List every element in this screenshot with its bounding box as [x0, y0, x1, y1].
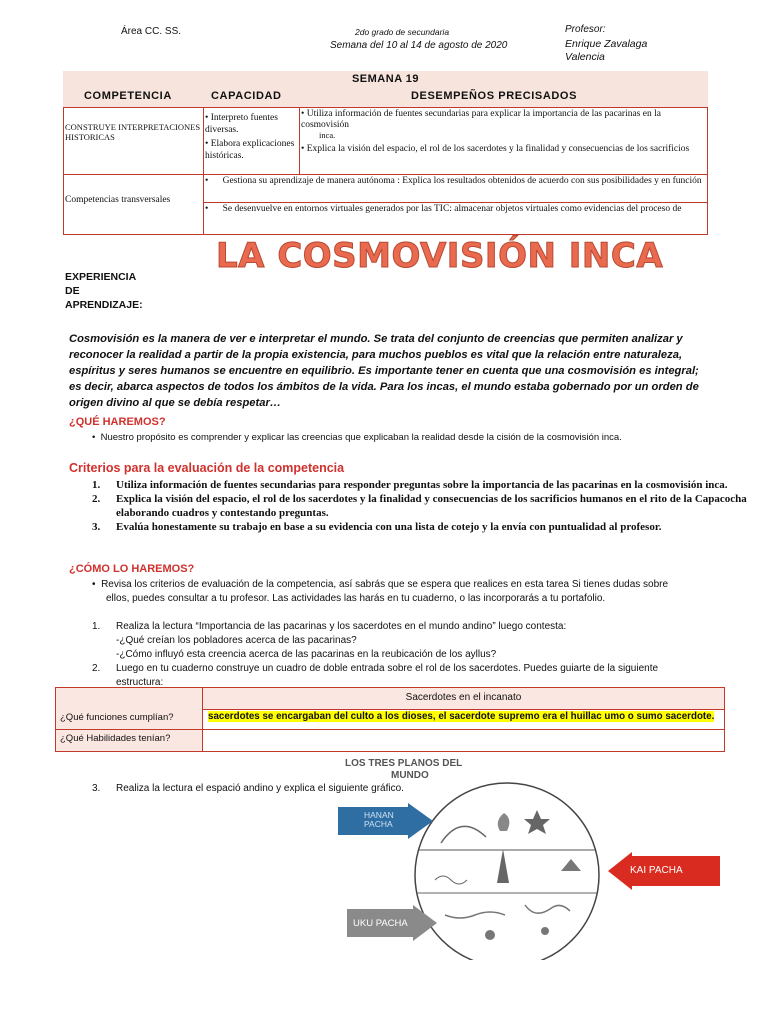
row1-desempenos: • Utiliza información de fuentes secundarias para explicar la importancia de las pacarinas en la cosmovisión inca. • Explica la visión del espacio, el rol de los sacerdotes y la finalidad y consecuencias de los sacrificios	[301, 109, 703, 154]
que-haremos-bullet: • Nuestro propósito es comprender y explicar las creencias que explicaban la realidad desde la cisión de la cosmovisión inca.	[92, 432, 622, 443]
question: -¿Cómo influyó esta creencia acerca de las pacarinas en la reubicación de los ayllus?	[116, 649, 497, 660]
main-title: LA COSMOVISIÓN INCA	[216, 236, 664, 276]
criterio-item	[92, 506, 752, 520]
criterio-text: Utiliza información de fuentes secundarias para responder preguntas sobre la importancia de las pacarinas en la cosmovisión inca.	[116, 479, 728, 491]
uku-pacha-label: UKU PACHA	[353, 918, 408, 929]
criterio-number: 1.	[92, 479, 101, 491]
step-1	[92, 620, 742, 662]
cap-item: Elabora explicaciones históricas.	[205, 139, 295, 161]
kai-pacha-label: KAI PACHA	[630, 865, 683, 876]
bullet-text: Nuestro propósito es comprender y explicar las creencias que explicaban la realidad desde la cisión de la cosmovisión inca.	[100, 432, 622, 443]
divider	[203, 729, 724, 730]
desempeno-item: Explica la visión del espacio, el rol de los sacerdotes y la finalidad y consecuencias de los sacrificios	[306, 143, 690, 154]
col-desempenos: DESEMPEÑOS PRECISADOS	[411, 90, 578, 102]
experiencia-line: DE	[65, 285, 80, 297]
criterio-number: 2.	[92, 493, 101, 505]
question: -¿Qué creían los pobladores acerca de las pacarinas?	[116, 635, 357, 646]
criterio-item	[92, 478, 752, 492]
hanan-pacha-arrow	[338, 803, 433, 839]
area-label: Área CC. SS.	[121, 26, 182, 37]
week-title: SEMANA 19	[351, 73, 420, 85]
row2-desempeno-1: • Gestiona su aprendizaje de manera autónoma : Explica los resultados obtenidos de acuerdo con sus posibilidades y en función	[205, 176, 702, 186]
col-capacidad: CAPACIDAD	[211, 90, 282, 102]
row1-value	[208, 711, 720, 727]
row2-desempeno-2: • Se desenvuelve en entornos virtuales generados por las TIC: almacenar objetos virtuales como evidencias del proceso de	[205, 204, 682, 214]
bullet-text: Revisa los criterios de evaluación de la competencia, así sabrás que se espera que realices en esta tarea Si tienes dudas sobre	[101, 579, 669, 590]
kai-pacha-arrow	[608, 852, 720, 890]
hanan-pacha-label: HANAN PACHA	[364, 810, 394, 829]
bullet-text: ellos, puedes consultar a tu profesor. Las actividades las harás en tu cuaderno, o las incorporarás a tu portafolio.	[106, 593, 606, 604]
intro-paragraph: Cosmovisión es la manera de ver e interpretar el mundo. Se trata del conjunto de creencias que permiten analizar y reconocer la realidad a partir de la propia existencia, para muchos pueblos es vital que la relación entre naturaleza, espíritus y seres humanos se encuentre en equilibrio. Es importante tener en cuenta que una cosmovisión es integral; es decir, abarca aspectos de todos los ámbitos de la vida. Para los incas, el mundo estaba gobernado por un orden de origen divino al que se debía respetar…	[69, 333, 699, 409]
row1-competencia: CONSTRUYE INTERPRETACIONES HISTORICAS	[65, 122, 201, 142]
como-haremos-bullet: • Revisa los criterios de evaluación de la competencia, así sabrás que se espera que realices en esta tarea Si tienes dudas sobre ellos, puedes consultar a tu profesor. Las actividades las harás en tu cuaderno, o las incorporarás a tu portafolio.	[92, 578, 732, 606]
cap-item: Interpreto fuentes diversas.	[205, 113, 278, 135]
criterios-heading: Criterios para la evaluación de la competencia	[69, 461, 345, 475]
sacerdotes-table	[55, 687, 725, 752]
competency-table	[63, 71, 708, 235]
uku-pacha-arrow	[347, 905, 437, 941]
figure-title: LOS TRES PLANOS DEL	[345, 758, 463, 769]
divider	[63, 174, 707, 175]
divider	[203, 107, 204, 174]
divider	[203, 174, 204, 234]
step-text: Realiza la lectura “Importancia de las pacarinas y los sacerdotes en el mundo andino” luego contesta:	[116, 621, 567, 632]
criterio-text: elaborando cuadros y contestando preguntas.	[116, 507, 329, 519]
criterio-item	[92, 520, 752, 534]
criterio-number: 3.	[92, 521, 101, 533]
row2-label: ¿Qué Habilidades tenían?	[60, 733, 171, 744]
professor-name: Enrique Zavalaga	[565, 38, 648, 50]
divider	[299, 107, 300, 174]
divider	[203, 202, 707, 203]
criterio-item	[92, 492, 752, 506]
criterio-text: Evalúa honestamente su trabajo en base a su evidencia con una lista de cotejo y la envía con puntualidad al profesor.	[116, 521, 662, 533]
como-haremos-heading: ¿CÓMO LO HAREMOS?	[69, 563, 195, 575]
week-dates: Semana del 10 al 14 de agosto de 2020	[330, 40, 508, 51]
step-text: Luego en tu cuaderno construye un cuadro de doble entrada sobre el rol de los sacerdotes. Puedes guiarte de la siguiente	[116, 663, 659, 674]
highlighted-text: sacerdotes se encargaban del culto a los dioses, el sacerdote supremo era el huillac umo o sumo sacerdote.	[208, 711, 715, 722]
que-haremos-heading: ¿QUÉ HAREMOS?	[69, 416, 166, 428]
criterios-list	[92, 478, 752, 534]
criterio-number	[92, 506, 116, 520]
step-text: estructura:	[116, 677, 164, 688]
professor-name-2: Valencia	[565, 51, 605, 63]
step-2	[92, 662, 742, 690]
table-header: Sacerdotes en el incanato	[405, 692, 522, 703]
experiencia-line: APRENDIZAJE:	[65, 299, 143, 311]
desempeno-item: Utiliza información de fuentes secundarias para explicar la importancia de las pacarinas en la cosmovisión	[301, 109, 661, 130]
col-competencia: COMPETENCIA	[84, 90, 172, 102]
step-number: 3.	[92, 783, 101, 794]
step-number: 1.	[92, 621, 101, 632]
desempeno-item: Se desenvuelve en entornos virtuales generados por las TIC: almacenar objetos virtuales como evidencias del proceso de	[222, 204, 682, 214]
row2-competencia: Competencias transversales	[65, 195, 171, 205]
figure-title-2: MUNDO	[391, 770, 429, 781]
row1-capacidad: • Interpreto fuentes diversas. • Elabora explicaciones históricas.	[205, 113, 295, 161]
experiencia-line: EXPERIENCIA	[65, 271, 137, 283]
criterio-text: Explica la visión del espacio, el rol de los sacerdotes y la finalidad y consecuencias de los sacrificios humanos en el rito de la Capacocha	[116, 493, 747, 505]
step-number: 2.	[92, 663, 101, 674]
desempeno-item: inca.	[319, 130, 336, 140]
row1-label: ¿Qué funciones cumplían?	[60, 712, 174, 723]
desempeno-item: Gestiona su aprendizaje de manera autónoma : Explica los resultados obtenidos de acuerdo con sus posibilidades y en función	[222, 176, 702, 186]
step-text: Realiza la lectura el espació andino y explica el siguiente gráfico.	[116, 783, 404, 794]
professor-label: Profesor:	[565, 24, 606, 35]
grade-label: 2do grado de secundaria	[355, 27, 450, 37]
experiencia-label	[65, 270, 143, 312]
